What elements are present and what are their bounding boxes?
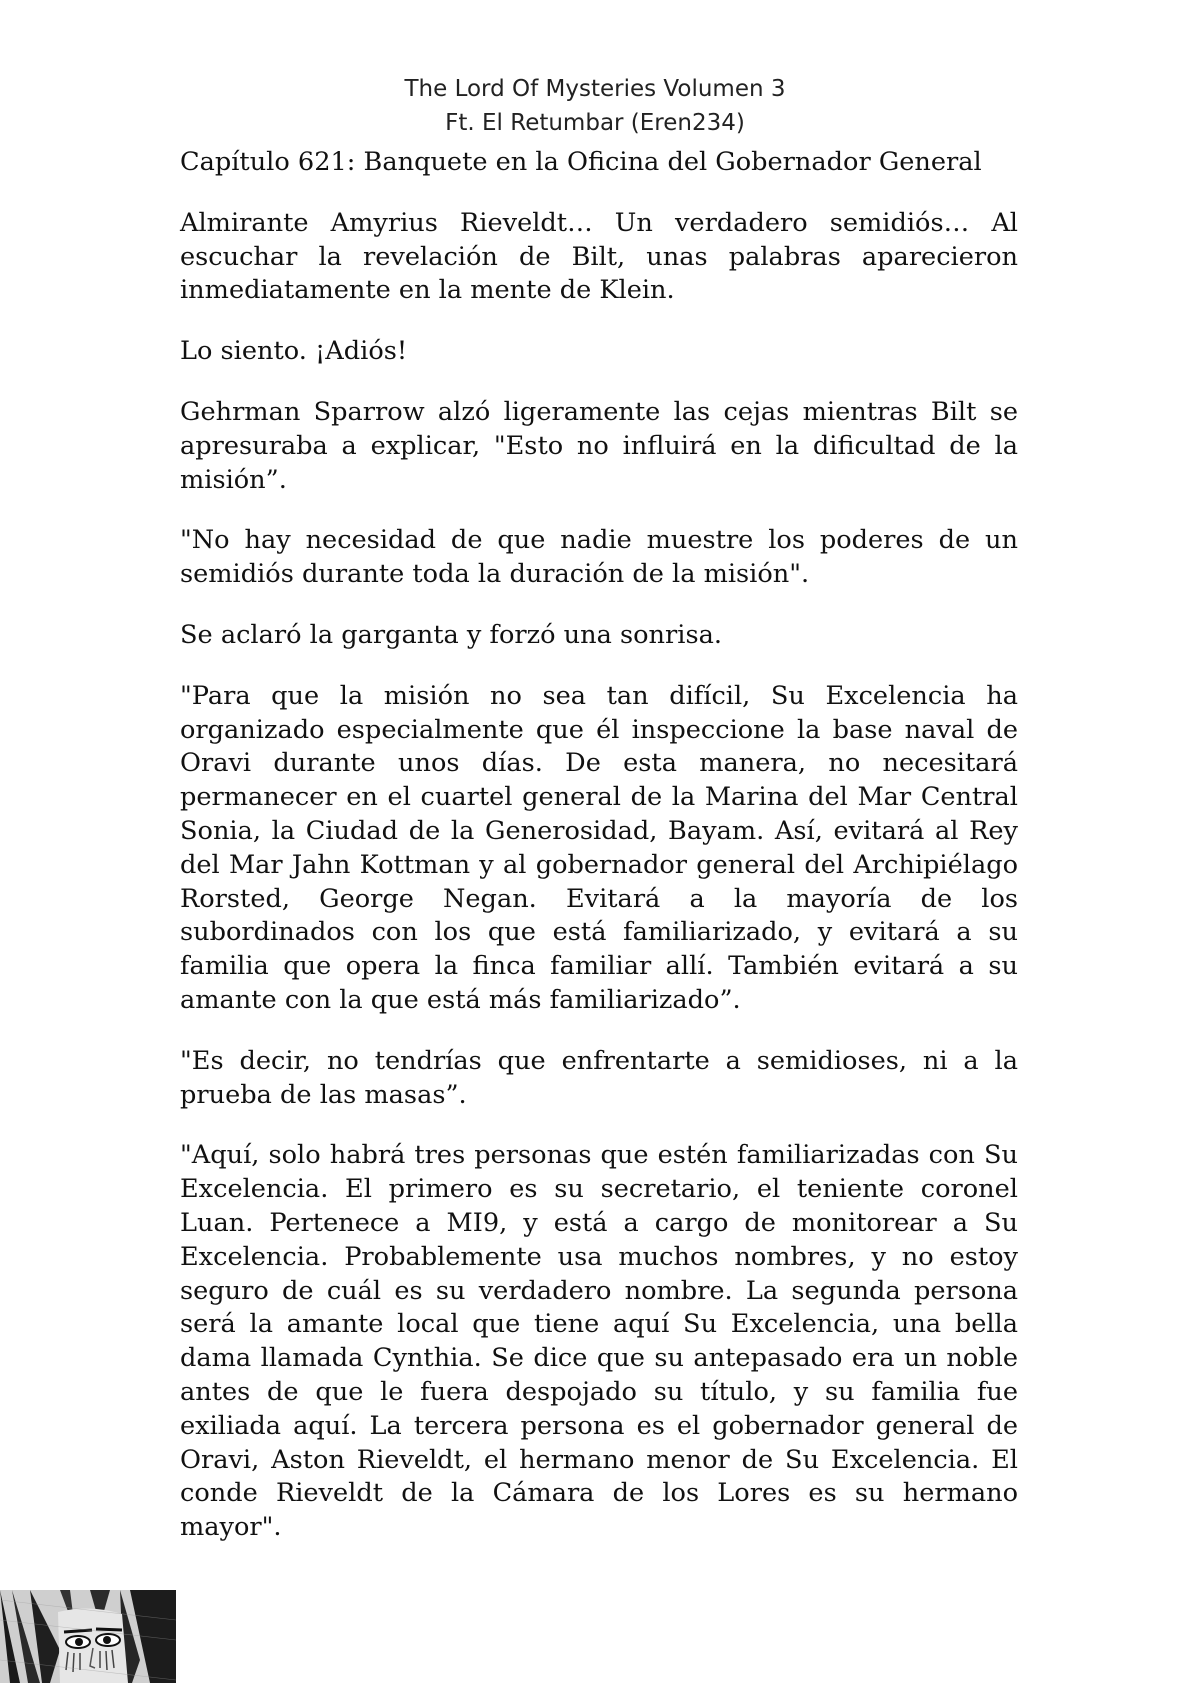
paragraph: "Es decir, no tendrías que enfrentarte a semidioses, ni a la prueba de las masas”. [180,1045,1018,1110]
paragraph: "Para que la misión no sea tan difícil, Su Excelencia ha organizado especialmente que él inspeccione la base naval de Oravi durante unos días. De esta manera, no necesitará permanecer en el cuartel general de la Marina del Mar Central Sonia, la Ciudad de la Generosidad, Bayam. Así, evitará al Rey del Mar Jahn Kottman y al gobernador general del Archipiélago Rorsted, George Negan. Evitará a la mayoría de los subordinados con los que está familiarizado, y evitará a su familia que opera la finca familiar allí. También evitará a su amante con la que está más familiarizado”. [180,680,1018,1015]
chapter-title: Capítulo 621: Banquete en la Oficina del Gobernador General [180,147,982,177]
paragraph: "Aquí, solo habrá tres personas que estén familiarizadas con Su Excelencia. El primero es su secretario, el teniente coronel Luan. Pertenece a MI9, y está a cargo de monitorear a Su Excelencia. Probablemente usa muchos nombres, y no estoy seguro de cuál es su verdadero nombre. La segunda persona será la amante local que tiene aquí Su Excelencia, una bella dama llamada Cynthia. Se dice que su antepasado era un noble antes de que le fuera despojado su título, y su familia fue exiliada aquí. La tercera persona es el gobernador general de Oravi, Aston Rieveldt, el hermano menor de Su Excelencia. El conde Rieveldt de la Cámara de los Lores es su hermano mayor". [180,1140,1018,1543]
paragraph: "No hay necesidad de que nadie muestre los poderes de un semidiós durante toda la duración de la misión". [180,525,1018,590]
paragraph: Gehrman Sparrow alzó ligeramente las cejas mientras Bilt se apresuraba a explicar, "Esto no influirá en la dificultad de la misión”. [180,396,1018,495]
corner-illustration [0,1590,176,1683]
manga-face-illustration [0,1590,176,1683]
paragraph: Lo siento. ¡Adiós! [180,336,408,367]
paragraph: Almirante Amyrius Rieveldt… Un verdadero semidiós… Al escuchar la revelación de Bilt, unas palabras aparecieron inmediatamente en la mente de Klein. [180,207,1018,306]
header-credit: Ft. El Retumbar (Eren234) [445,110,745,136]
header-book-title: The Lord Of Mysteries Volumen 3 [404,76,786,102]
paragraph: Se aclaró la garganta y forzó una sonrisa. [180,619,722,650]
page-header [0,72,1190,140]
document-body [180,146,1018,1572]
